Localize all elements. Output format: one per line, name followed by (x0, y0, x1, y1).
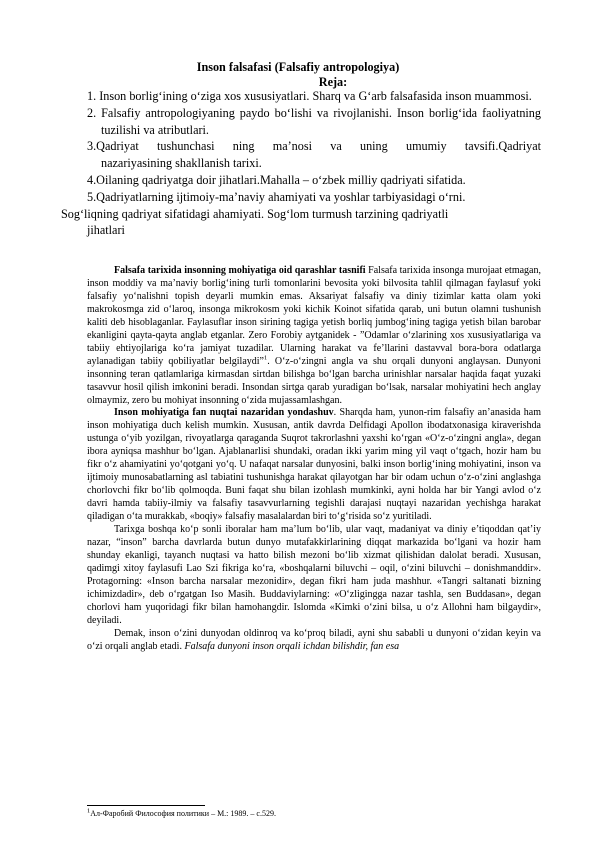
plan-item-1: 1. Inson borlig‘ining o‘ziga xos xususiyatlari. Sharq va G‘arb falsafasida inson muammosi. (87, 89, 532, 103)
footnote-divider (87, 805, 205, 806)
plan-item-5: 5.Qadriyatlarning ijtimoiy-ma’naviy ahamiyati va yoshlar tarbiyasidagi o‘rni. (87, 189, 466, 204)
plan-item-3-line-1: 3.Qadriyat tushunchasi ning ma’nosi va uning umumiy tavsifi.Qadriyat (87, 139, 541, 154)
paragraph-4-text: Demak, inson o‘zini dunyodan oldinroq va ko‘proq biladi, ayni shu sababli u dunyoni o‘zidan keyin va o‘zi orqali anglab etadi. (87, 627, 541, 652)
paragraph-1-text: Falsafa tarixida insonga murojaat etmagan, inson moddiy va ma’naviy borlig‘ining turli tomonlarini bevosita yoki bilvosita tahlil qilmagan faylasuf yoki falsafiy yo‘nalishni topish deyarli mumkin emas. Aksariyat falsafiy va diniy tizimlar katta olam yoki makrokosmga zid o‘laroq, insonga mikrokosm yoki kichik Koinot sifatida qarab, uni butun olamni tushunish kaliti deb hisoblaganlar. Faylasuflar inson sirining tagiga yetish borliq jumbog‘ining tagiga yetish bilan barobar ekanligini qayta-qayta anglab etganlar. Zero Forobiy aytganidek - ”Odamlar o‘zlarining xos xususiyatlariga va tabiiy ehtiyojlariga ko‘ra jamiyat tuzadilar. Ularning harakat va fe’llarini dastavval bora-bora odatlarga aylanadigan tabiiy qobiliyatlar belgilaydi” (87, 265, 541, 367)
paragraph-2-heading: Inson mohiyatiga fan nuqtai nazaridan yondashuv (114, 407, 334, 419)
page-title: Inson falsafasi (Falsafiy antropologiya) (196, 60, 400, 74)
footnote-text: Ал-Фаробий Философия политики – М.: 1989. – с.529. (90, 809, 276, 818)
plan-item-6-line-2: jihatlari (87, 223, 125, 238)
plan-item-6-line-1: Sog‘liqning qadriyat sifatidagi ahamiyati. Sog‘lom turmush tarzining qadriyatli (61, 206, 449, 221)
paragraph-1-heading: Falsafa tarixida insonning mohiyatiga oid qarashlar tasnifi (114, 265, 366, 276)
paragraph-2 (87, 407, 541, 524)
paragraph-4-italic: Falsafa dunyoni inson orqali ichdan bilishdir, fan esa (184, 640, 400, 652)
plan-item-4: 4.Oilaning qadriyatga doir jihatlari.Mahalla – o‘zbek milliy qadriyati sifatida. (87, 172, 466, 187)
body-text (87, 265, 541, 654)
plan-heading: Reja: (318, 75, 348, 89)
plan-item-2: 2. Falsafiy antropologiyaning paydo bo‘lishi va rivojlanishi. Inson borlig‘ida faoliyatning tuzilishi va atributlari. (87, 105, 541, 137)
footnote-ref: 1 (264, 354, 268, 362)
plan-list (61, 88, 541, 239)
footnote-number: 1 (87, 807, 91, 815)
footnote (87, 809, 541, 819)
paragraph-3: Tarixga boshqa ko‘p sonli iboralar ham ma’lum bo‘lib, ular vaqt, madaniyat va diniy e’tiqoddan qat’iy nazar, “inson” barcha davrlarda butun dunyo mutafakkirlarining diqqat markazida bo‘lgani va hozir ham shunday ekanligi, tayanch nuqtasi va hatto bilish mezoni bo‘lib xizmat qilishidan dalolat beradi. Xususan, qadimgi xitoy faylasufi Lao Szi fikriga ko‘ra, «boshqalarni biluvchi – oqil, o‘zini biluvchi – donishmanddir». Protagorning: «Inson barcha narsalar mezonidir», degan fikri ham juda mashhur. «Tangri saltanati bizning ichimizdadir», deb o‘rgatgan Iso Masih. Buddaviylarning: «O‘zligingga nazar tashla, sen Buddasan», degan chorlovi ham yuqoridagi fikr bilan hamohangdir. Islomda «Kimki o‘zini bilsa, u o‘z Allohni ham bilgaydir», deyiladi. (87, 524, 541, 626)
paragraph-4 (87, 628, 541, 654)
paragraph-1 (87, 265, 541, 407)
paragraph-1-text-2: . O‘z-o‘zingni angla va shu orqali dunyoni anglaysan. Dunyoni insonning teran qatlamlariga kirmasdan sirtdan bilishga bo‘lgan barcha urinishlar narsalar haqida faqat yuzaki tasavvur hosil qilish imkonini beradi. Insondan sirtga qarab yuradigan bo‘lsak, narsalar mohiyatini hech anglay olmaymiz, zero bu mohiyat insonning o‘zida mujassamlashgan. (87, 355, 541, 406)
paragraph-2-text: . Sharqda ham, yunon-rim falsafiy an’anasida ham inson mohiyatiga duch kelish mumkin. Xususan, antik davrda Delfidagi Apollon ibodatxonasiga kiraverishda ustunga o‘yib yozilgan, rivoyatlarga qaraganda Suqrot takrorlashni yaxshi ko‘rgan «O‘z-o‘zingni angla», degan ibora ayniqsa mashhur bo‘lgan. Ajablanarlisi shundaki, oradan ikki yarim ming yil vaqt o‘tgach, hozir ham bu fikr o‘z ahamiyatini yo‘qotgani yo‘q. U nafaqat narsalar dunyosini, balki inson borlig‘ining mohiyatini, inson va ijtimoiy munosabatlarning asl tabiatini tushunishga harakat qilayotgan har bir odam uchun o‘z-o‘zini anglashga chorlovchi fikr bo‘lib qolmoqda. Buni faqat shu bilan izohlash mumkinki, ayni holda har bir Yangi avlod o‘z davri hamda tabiiy-ilmiy va falsafiy tasavvurlarning tegishli darajasi nuqtayi nazaridan yechishga harakat qiladigan o‘ta murakkab, «boqiy» falsafiy masalalardan biri to‘g‘risida so‘z yuritiladi. (87, 407, 541, 523)
plan-item-3-line-2: nazariyasining shakllanish tarixi. (101, 156, 262, 171)
